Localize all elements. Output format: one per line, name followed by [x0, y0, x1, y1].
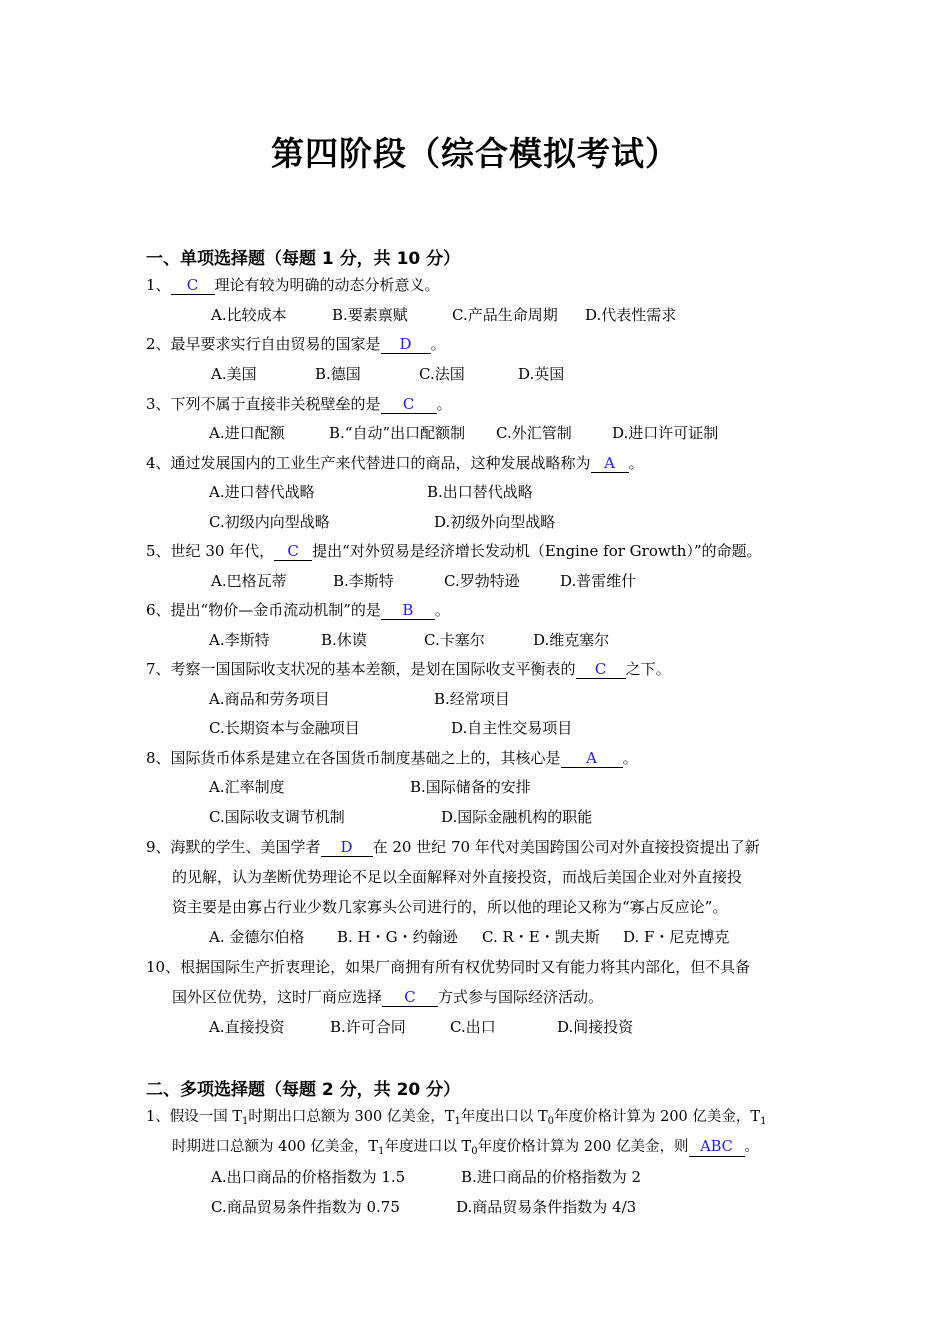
question-9-line-2: 的见解，认为垄断优势理论不足以全面解释对外直接投资，而战后美国企业对外直接投 — [172, 868, 743, 886]
option-d: D.间接投资 — [557, 1018, 634, 1036]
option-c: C.法国 — [419, 365, 465, 383]
question-10: 10、根据国际生产折衷理论，如果厂商拥有所有权优势同时又有能力将其内部化，但不具备 — [146, 958, 751, 976]
answer-blank: A — [561, 750, 623, 768]
option-b: B.许可合同 — [330, 1018, 406, 1036]
option-d: D.国际金融机构的职能 — [441, 808, 593, 826]
option-c: C. R・E・凯夫斯 — [482, 928, 600, 946]
option-b: B.进口商品的价格指数为 2 — [461, 1168, 642, 1186]
question-10-line-2: 国外区位优势，这时厂商应选择 C 方式参与国际经济活动。 — [172, 988, 604, 1006]
question-3: 3、下列不属于直接非关税壁垒的是 C 。 — [146, 395, 452, 413]
option-b: B.经常项目 — [434, 690, 510, 708]
question-8: 8、国际货币体系是建立在各国货币制度基础之上的，其核心是 A 。 — [146, 749, 638, 767]
question-9: 9、海默的学生、美国学者 D 在 20 世纪 70 年代对美国跨国公司对外直接投资提出了新 — [146, 838, 760, 856]
answer-blank: ABC — [689, 1139, 745, 1157]
question-1: 1、 C 理论有较为明确的动态分析意义。 — [146, 276, 440, 294]
question-2: 2、最早要求实行自由贸易的国家是 D 。 — [146, 335, 446, 353]
question-6: 6、提出“物价—金币流动机制”的是 B 。 — [146, 601, 450, 619]
option-a: A. 金德尔伯格 — [209, 928, 305, 946]
option-a: A.美国 — [211, 365, 257, 383]
option-a: A.李斯特 — [209, 631, 270, 649]
option-c: C.罗勃特逊 — [444, 572, 520, 590]
option-d: D.初级外向型战略 — [434, 513, 556, 531]
option-b: B.要素禀赋 — [332, 306, 408, 324]
option-b: B.国际储备的安排 — [410, 778, 531, 796]
option-a: A.商品和劳务项目 — [209, 690, 330, 708]
option-b: B.德国 — [315, 365, 361, 383]
option-b: B.“自动”出口配额制 — [329, 424, 466, 442]
answer-blank: B — [381, 602, 435, 620]
option-d: D.普雷维什 — [560, 572, 637, 590]
option-b: B.李斯特 — [333, 572, 394, 590]
option-b: B.休谟 — [321, 631, 367, 649]
section-heading-multiple-choice: 二、多项选择题（每题 2 分，共 20 分） — [146, 1080, 461, 1100]
option-d: D. F・尼克博克 — [623, 928, 730, 946]
option-d: D.商品贸易条件指数为 4/3 — [456, 1198, 637, 1216]
question-4: 4、通过发展国内的工业生产来代替进口的商品，这种发展战略称为 A 。 — [146, 454, 644, 472]
question-7: 7、考察一国国际收支状况的基本差额，是划在国际收支平衡表的 C 之下。 — [146, 660, 671, 678]
page-title: 第四阶段（综合模拟考试） — [271, 134, 679, 173]
option-a: A.直接投资 — [209, 1018, 285, 1036]
answer-blank: C — [382, 989, 438, 1007]
answer-blank: C — [171, 277, 215, 295]
question-2-1-line-2: 时期进口总额为 400 亿美金，$T_1$年度进口以 $T_0$年度价格计算为 200 亿美金，则 ABC 。 — [172, 1139, 760, 1157]
option-a: A.巴格瓦蒂 — [211, 572, 287, 590]
option-c: C.初级内向型战略 — [209, 513, 330, 531]
question-2-1: 1、假设一国 $T_1$时期出口总额为 300 亿美金，$T_1$年度出口以 $T_0$年度价格计算为 200 亿美金，$T_1$ — [146, 1109, 767, 1127]
question-5: 5、世纪 30 年代， C 提出“对外贸易是经济增长发动机（Engine for Growth）”的命题。 — [146, 542, 762, 560]
answer-blank: C — [576, 661, 626, 679]
option-b: B.出口替代战略 — [427, 483, 533, 501]
option-a: A.汇率制度 — [209, 778, 285, 796]
option-c: C.国际收支调节机制 — [209, 808, 345, 826]
question-9-line-3: 资主要是由寡占行业少数几家寡头公司进行的，所以他的理论又称为“寡占反应论”。 — [172, 898, 728, 916]
option-c: C.长期资本与金融项目 — [209, 719, 360, 737]
option-d: D.英国 — [518, 365, 565, 383]
answer-blank: C — [274, 543, 312, 561]
option-a: A.进口替代战略 — [209, 483, 315, 501]
answer-blank: A — [591, 455, 629, 473]
answer-blank: D — [321, 839, 373, 857]
option-a: A.进口配额 — [209, 424, 285, 442]
answer-blank: C — [381, 396, 437, 414]
option-d: D.进口许可证制 — [612, 424, 719, 442]
option-a: A.比较成本 — [211, 306, 287, 324]
option-c: C.产品生命周期 — [452, 306, 558, 324]
option-c: C.卡塞尔 — [424, 631, 485, 649]
answer-blank: D — [381, 336, 431, 354]
option-d: D.维克塞尔 — [533, 631, 610, 649]
option-d: D.代表性需求 — [585, 306, 677, 324]
section-heading-single-choice: 一、单项选择题（每题 1 分，共 10 分） — [146, 249, 461, 269]
option-c: C.外汇管制 — [496, 424, 572, 442]
option-c: C.商品贸易条件指数为 0.75 — [211, 1198, 400, 1216]
option-a: A.出口商品的价格指数为 1.5 — [211, 1168, 406, 1186]
option-c: C.出口 — [450, 1018, 496, 1036]
option-d: D.自主性交易项目 — [451, 719, 573, 737]
option-b: B. H・G・约翰逊 — [337, 928, 458, 946]
